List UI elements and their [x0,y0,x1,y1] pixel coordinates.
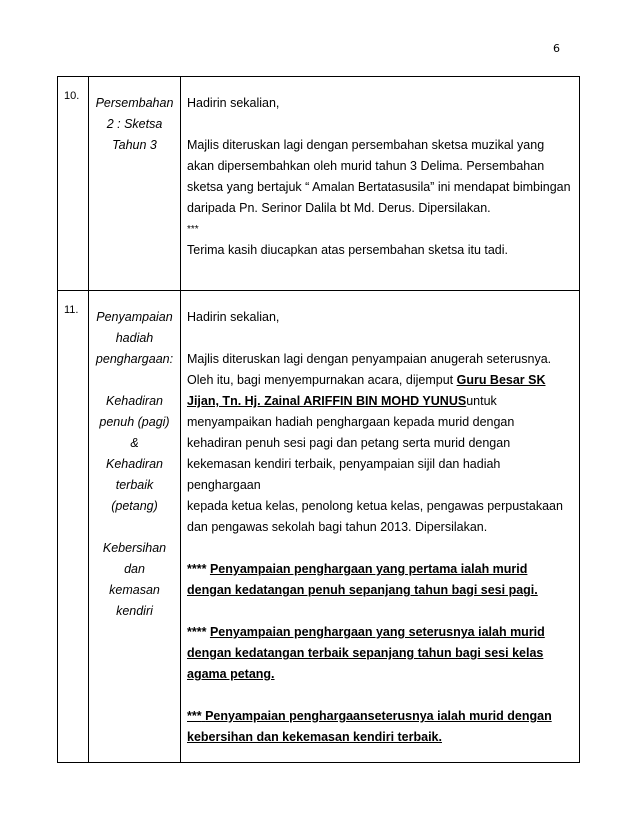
table-row [58,291,580,763]
item-line: Persembahan [95,96,174,110]
paragraph-line: kehadiran penuh sesi pagi dan petang serta murid dengan [187,436,511,450]
script-cell [181,291,580,763]
paragraph-line: akan dipersembahkan oleh murid tahun 3 Delima. Persembahan [187,159,545,173]
greeting: Hadirin sekalian, [187,310,280,324]
stars-marker: **** [187,562,207,576]
paragraph-line: daripada Pn. Serinor Dalila bt Md. Derus. Dipersilakan. [187,201,491,215]
announcement-text: Penyampaian penghargaan yang pertama ialah murid [209,562,528,576]
script-cell [181,77,580,291]
closing-line: Terima kasih diucapkan atas persembahan sketsa itu tadi. [187,243,509,257]
item-line: kemasan [109,583,160,597]
paragraph-line: sketsa yang bertajuk “ Amalan Bertatasusila” ini mendapat bimbingan [187,180,571,194]
row-number: 10. [64,90,80,102]
paragraph-text: untuk [466,394,497,408]
announcement-line [187,559,575,580]
paragraph-line [187,370,575,391]
paragraph-line: Majlis diteruskan lagi dengan persembahan sketsa muzikal yang [187,138,545,152]
announcement-line: dengan kedatangan penuh sepanjang tahun bagi sesi pagi. [187,583,538,597]
program-table [57,76,580,763]
paragraph-line: kekemasan kendiri terbaik, penyampaian sijil dan hadiah penghargaan [187,457,501,492]
item-line: dan [124,562,145,576]
item-line: penghargaan: [95,352,174,366]
item-cell [89,291,181,763]
paragraph-text: Oleh itu, bagi menyempurnakan acara, dijemput [187,373,457,387]
item-cell [89,77,181,291]
guest-name: Jijan, Tn. Hj. Zainal ARIFFIN BIN MOHD YUNUS [187,394,467,408]
item-line: Kebersihan [102,541,167,555]
row-number-cell [58,77,89,291]
paragraph-line: dan pengawas sekolah bagi tahun 2013. Dipersilakan. [187,520,488,534]
announcement-text: Penyampaian penghargaanseterusnya ialah murid dengan [205,709,552,723]
greeting: Hadirin sekalian, [187,96,280,110]
page-number: 6 [553,42,560,55]
item-line: Kehadiran [106,457,163,471]
item-line: 2 : Sketsa [106,117,163,131]
item-line: Penyampaian [96,310,173,324]
item-line: terbaik [115,478,154,492]
item-line: kendiri [116,604,153,618]
paragraph-line: Majlis diteruskan lagi dengan penyampaian anugerah seterusnya. [187,352,552,366]
item-line: Kehadiran [106,394,163,408]
table-row [58,77,580,291]
row-number-cell [58,291,89,763]
announcement-line: kebersihan dan kekemasan kendiri terbaik. [187,730,442,744]
announcement-line: agama petang. [187,667,275,681]
item-line: hadiah [115,331,154,345]
paragraph-line [187,391,575,412]
paragraph-line: kepada ketua kelas, penolong ketua kelas, pengawas perpustakaan [187,499,563,513]
item-line: Tahun 3 [112,138,157,152]
row-number: 11. [64,304,79,316]
announcement-text: Penyampaian penghargaan yang seterusnya ialah murid [209,625,545,639]
stars-marker: **** [187,625,207,639]
announcement-line [187,622,575,643]
stars-marker: *** [187,709,202,723]
stars-marker: *** [187,224,199,235]
announcement-line [187,706,575,727]
paragraph-line: menyampaikan hadiah penghargaan kepada murid dengan [187,415,515,429]
announcement-line: dengan kedatangan terbaik sepanjang tahun bagi sesi kelas [187,646,544,660]
item-line: penuh (pagi) [99,415,170,429]
item-line: & [130,436,139,450]
guest-title: Guru Besar SK [456,373,546,387]
item-line: (petang) [111,499,158,513]
